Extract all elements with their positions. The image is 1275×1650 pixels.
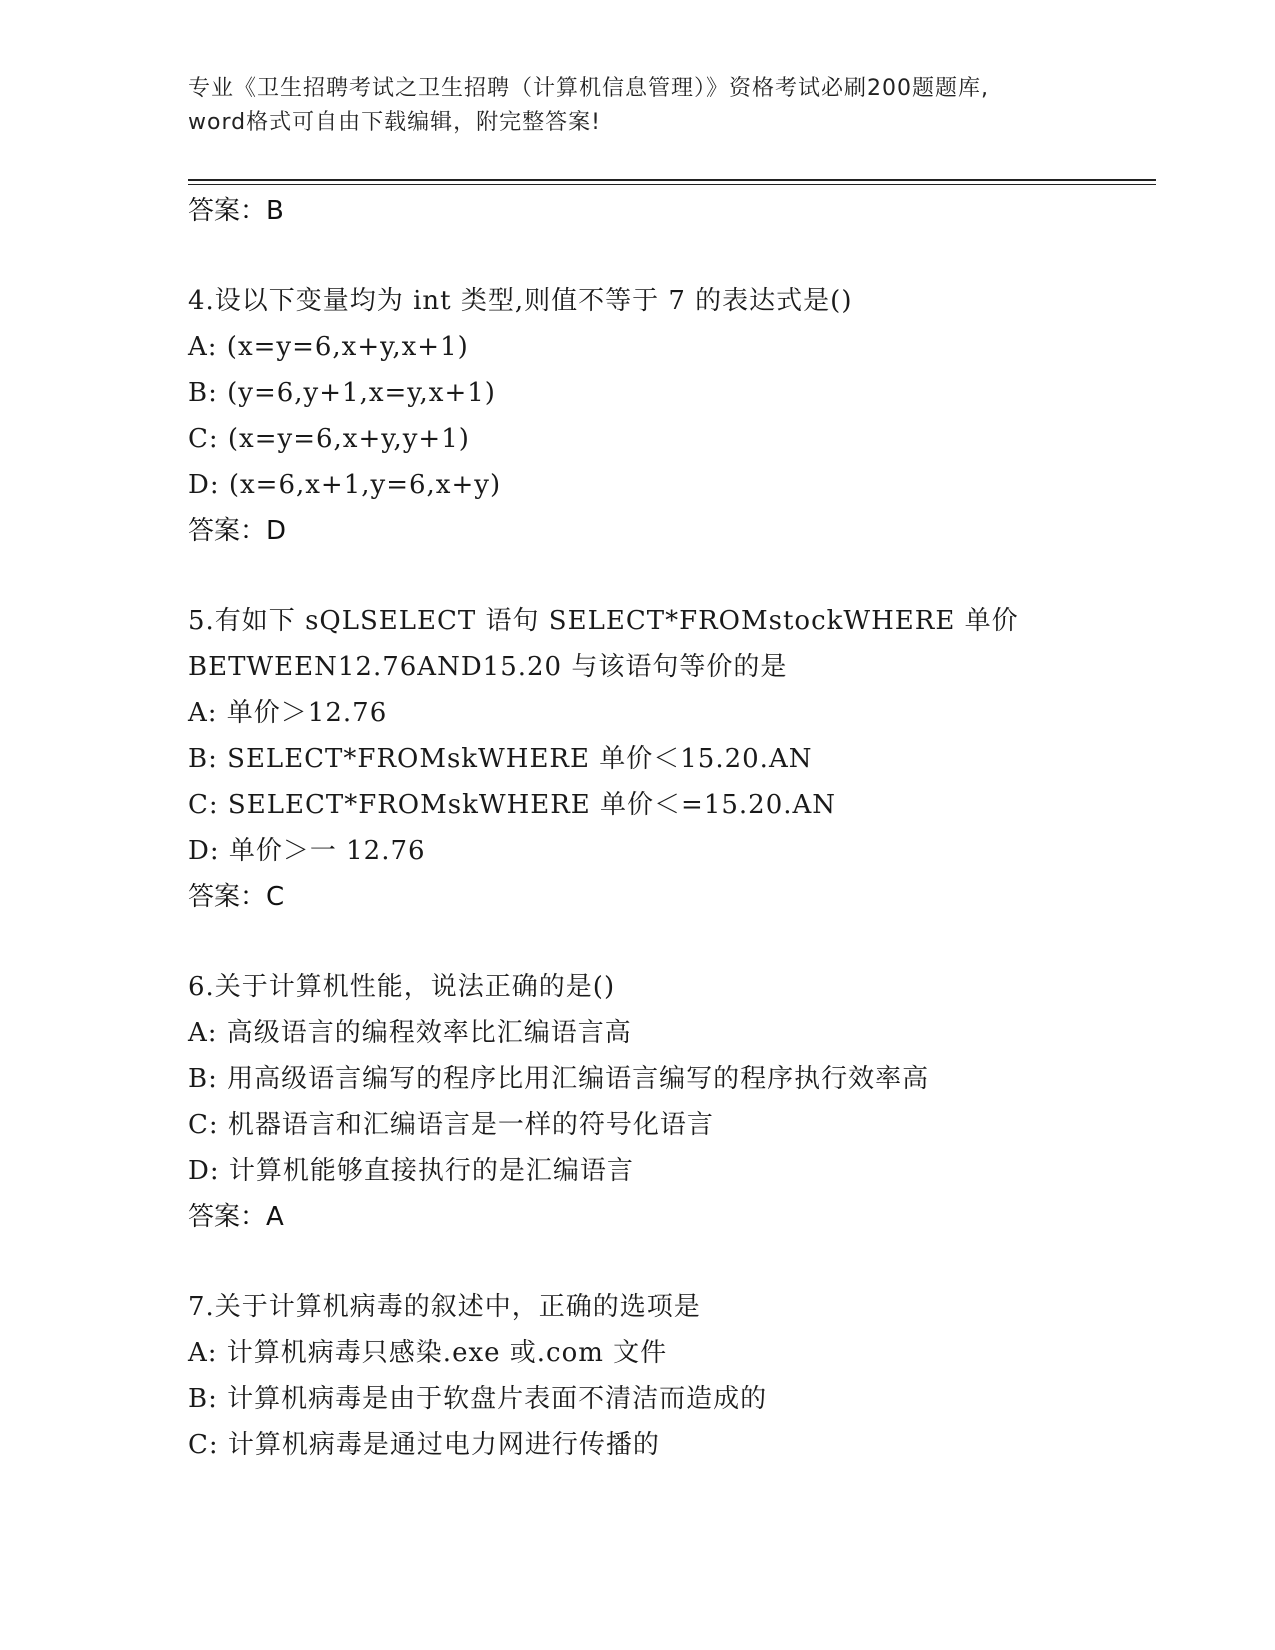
option-c: C: 机器语言和汇编语言是一样的符号化语言 xyxy=(188,1110,714,1140)
question-text: 6.关于计算机性能，说法正确的是() xyxy=(188,972,616,1002)
option-c: C: 计算机病毒是通过电力网进行传播的 xyxy=(188,1430,660,1460)
question-text: 4.设以下变量均为 int 类型,则值不等于 7 的表达式是() xyxy=(188,286,853,316)
option-a: A: 计算机病毒只感染.exe 或.com 文件 xyxy=(188,1338,668,1368)
question-text: 5.有如下 sQLSELECT 语句 SELECT*FROMstockWHERE 单价 xyxy=(188,606,1019,636)
option-c: C: SELECT*FROMskWHERE 单价＜=15.20.AN xyxy=(188,790,837,820)
option-b: B: 用高级语言编写的程序比用汇编语言编写的程序执行效率高 xyxy=(188,1064,930,1094)
option-b: B: (y=6,y+1,x=y,x+1) xyxy=(188,378,496,408)
answer: 答案：C xyxy=(188,882,285,912)
header-rule-thin xyxy=(188,184,1156,185)
header-line-2: word格式可自由下载编辑，附完整答案! xyxy=(188,110,601,135)
answer: 答案：D xyxy=(188,516,287,546)
spacer xyxy=(188,234,1156,278)
option-a: A: 单价＞12.76 xyxy=(188,698,388,728)
spacer xyxy=(188,920,1156,964)
option-a: A: (x=y=6,x+y,x+1) xyxy=(188,332,469,362)
question-5 xyxy=(188,598,1156,920)
option-b: B: 计算机病毒是由于软盘片表面不清洁而造成的 xyxy=(188,1384,768,1414)
question-4 xyxy=(188,278,1156,554)
spacer xyxy=(188,1240,1156,1284)
option-b: B: SELECT*FROMskWHERE 单价＜15.20.AN xyxy=(188,744,813,774)
option-a: A: 高级语言的编程效率比汇编语言高 xyxy=(188,1018,632,1048)
question-text: 7.关于计算机病毒的叙述中，正确的选项是 xyxy=(188,1292,701,1322)
question-text-continued: BETWEEN12.76AND15.20 与该语句等价的是 xyxy=(188,652,788,682)
option-d: D: (x=6,x+1,y=6,x+y) xyxy=(188,470,502,500)
document-header xyxy=(188,72,1088,140)
question-6 xyxy=(188,964,1156,1240)
option-d: D: 单价＞一 12.76 xyxy=(188,836,426,866)
header-line-1: 专业《卫生招聘考试之卫生招聘（计算机信息管理）》资格考试必刷200题题库, xyxy=(188,76,989,101)
header-rule-thick xyxy=(188,179,1156,181)
question-7 xyxy=(188,1284,1156,1468)
question-content xyxy=(188,188,1156,1468)
answer-previous: 答案：B xyxy=(188,196,284,226)
option-c: C: (x=y=6,x+y,y+1) xyxy=(188,424,470,454)
spacer xyxy=(188,554,1156,598)
answer: 答案：A xyxy=(188,1202,284,1232)
option-d: D: 计算机能够直接执行的是汇编语言 xyxy=(188,1156,634,1186)
